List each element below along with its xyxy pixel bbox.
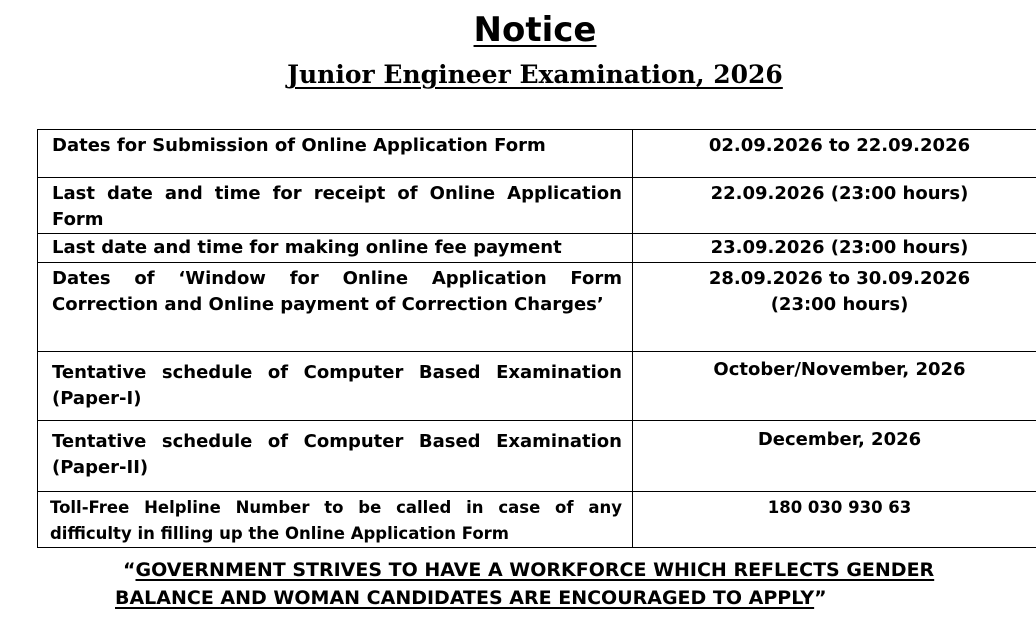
schedule-label: Tentative schedule of Computer Based Examination (Paper-II) [38,421,633,492]
schedule-label: Dates of ‘Window for Online Application Form Correction and Online payment of Correction Charges’ [38,263,633,352]
schedule-value [633,178,1036,234]
schedule-row [38,352,1036,421]
exam-title-text: Junior Engineer Examination, 2026 [287,60,783,89]
schedule-value [633,492,1036,548]
close-quote-mark: ” [814,587,827,609]
schedule-value [633,234,1036,263]
exam-title [0,58,1036,92]
schedule-value-line: 22.09.2026 (23:00 hours) [710,183,969,204]
schedule-label: Dates for Submission of Online Application Form [38,130,633,178]
schedule-table [37,129,1036,548]
footer-quote [115,556,955,612]
schedule-value [633,263,1036,352]
schedule-row [38,130,1036,178]
schedule-row [38,263,1036,352]
notice-title-text: Notice [473,10,597,50]
schedule-value-line: 02.09.2026 to 22.09.2026 [708,135,971,156]
footer-quote-text-1: GOVERNMENT STRIVES TO HAVE A WORKFORCE WHICH REFLECTS GENDER [135,559,935,581]
schedule-label: Last date and time for receipt of Online Application Form [38,178,633,234]
schedule-value-line: 28.09.2026 to 30.09.2026 [708,268,971,289]
schedule-value-line: December, 2026 [757,429,922,450]
open-quote-mark: “ [123,559,136,581]
schedule-row [38,178,1036,234]
schedule-value-line: 180 030 930 63 [767,498,912,517]
notice-title [0,8,1036,52]
schedule-value [633,352,1036,421]
schedule-label: Toll-Free Helpline Number to be called in case of any difficulty in filling up the Online Application Form [38,492,633,548]
schedule-row [38,421,1036,492]
footer-quote-text-2: BALANCE AND WOMAN CANDIDATES ARE ENCOURAGED TO APPLY [115,587,815,609]
schedule-row [38,234,1036,263]
footer-quote-line-1 [115,556,955,584]
schedule-value-line: (23:00 hours) [770,294,909,315]
schedule-value [633,421,1036,492]
schedule-value [633,130,1036,178]
footer-quote-line-2 [115,584,955,612]
schedule-value-line: 23.09.2026 (23:00 hours) [710,237,969,258]
schedule-row [38,492,1036,548]
schedule-value-line: October/November, 2026 [713,359,966,380]
schedule-label: Last date and time for making online fee payment [38,234,633,263]
schedule-label: Tentative schedule of Computer Based Examination (Paper-I) [38,352,633,421]
